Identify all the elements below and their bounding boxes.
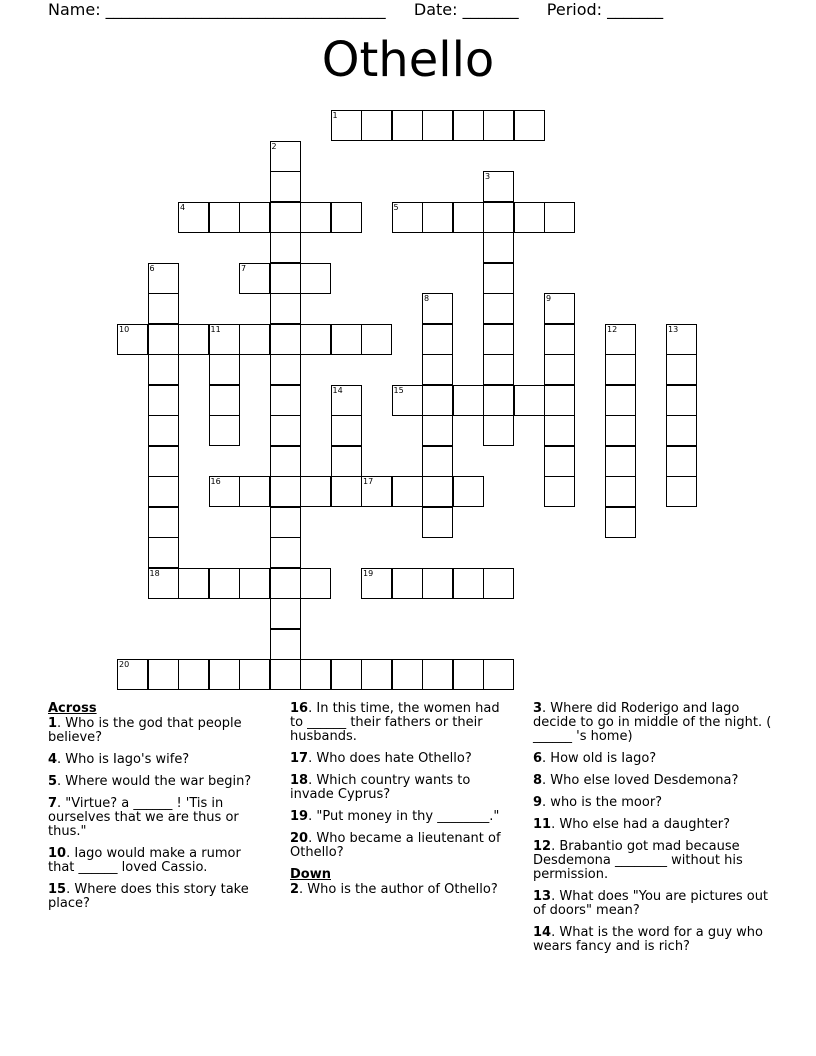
grid-cell[interactable] [331, 385, 362, 416]
grid-cell[interactable] [392, 659, 423, 690]
grid-cell[interactable] [239, 476, 270, 507]
grid-cell[interactable] [270, 354, 301, 385]
page-title: Othello [321, 32, 495, 88]
grid-cell[interactable] [331, 324, 362, 355]
grid-cell[interactable] [544, 385, 575, 416]
grid-cell[interactable] [605, 324, 636, 355]
clues-column-3 [533, 702, 773, 962]
clue-number: 4 [180, 202, 186, 212]
clue-number: 17 [363, 477, 374, 486]
grid-cell[interactable] [300, 476, 331, 507]
grid-cell[interactable] [148, 568, 179, 599]
clue-across-4: 4. Who is Iago's wife? [48, 752, 190, 767]
clue-number: 12 [607, 324, 618, 334]
clue-number: 9 [546, 294, 552, 303]
grid-cell[interactable] [422, 110, 453, 141]
grid-cell[interactable] [544, 415, 575, 446]
grid-cell[interactable] [270, 293, 301, 324]
grid-cell[interactable] [605, 476, 636, 507]
clue-number: 18 [149, 568, 160, 578]
grid-cell[interactable] [514, 110, 545, 141]
grid-cell[interactable] [605, 385, 636, 416]
clue-number: 3 [485, 172, 491, 181]
grid-cell[interactable] [300, 202, 331, 233]
clue-across-15: 15. Where does this story take place? [48, 882, 249, 911]
clue-number: 6 [149, 263, 155, 273]
grid-cell[interactable] [178, 202, 209, 233]
grid-cell[interactable] [270, 232, 301, 263]
grid-cell[interactable] [270, 202, 301, 233]
across-heading: Across [48, 701, 97, 716]
grid-cell[interactable] [483, 263, 514, 294]
grid-cell[interactable] [178, 568, 209, 599]
grid-cell[interactable] [270, 385, 301, 416]
clue-across-1: 1. Who is the god that people believe? [48, 716, 242, 745]
grid-cell[interactable] [148, 537, 179, 568]
grid-cell[interactable] [392, 202, 423, 233]
clue-number: 20 [119, 660, 130, 669]
clue-down-13: 13. What does "You are pictures out of doors" mean? [533, 889, 769, 918]
grid-cell[interactable] [239, 324, 270, 355]
grid-cell[interactable] [148, 263, 179, 294]
grid-cell[interactable] [483, 171, 514, 202]
grid-cell[interactable] [483, 110, 514, 141]
clue-number: 19 [363, 568, 374, 578]
grid-cell[interactable] [270, 659, 301, 690]
grid-cell[interactable] [148, 385, 179, 416]
grid-cell[interactable] [300, 263, 331, 294]
period-field: Period: _______ [546, 0, 664, 19]
grid-cell[interactable] [300, 568, 331, 599]
clue-across-16: 16. In this time, the women had to ______ their fathers or their husbands. [290, 701, 500, 744]
grid-cell[interactable] [544, 446, 575, 477]
grid-cell[interactable] [148, 354, 179, 385]
grid-cell[interactable] [209, 202, 240, 233]
grid-cell[interactable] [666, 415, 697, 446]
grid-cell[interactable] [483, 568, 514, 599]
grid-cell[interactable] [239, 202, 270, 233]
grid-cell[interactable] [270, 171, 301, 202]
grid-cell[interactable] [422, 385, 453, 416]
clue-across-5: 5. Where would the war begin? [48, 774, 252, 789]
grid-cell[interactable] [422, 324, 453, 355]
grid-cell[interactable] [209, 568, 240, 599]
grid-cell[interactable] [483, 324, 514, 355]
grid-cell[interactable] [483, 293, 514, 324]
clue-down-9: 9. who is the moor? [533, 795, 663, 810]
grid-cell[interactable] [422, 446, 453, 477]
clue-down-6: 6. How old is Iago? [533, 751, 657, 766]
clues-column-1 [48, 702, 266, 919]
grid-cell[interactable] [483, 354, 514, 385]
clue-number: 5 [393, 202, 399, 212]
grid-cell[interactable] [148, 659, 179, 690]
grid-cell[interactable] [422, 568, 453, 599]
grid-cell[interactable] [666, 446, 697, 477]
grid-cell[interactable] [666, 476, 697, 507]
grid-cell[interactable] [453, 110, 484, 141]
grid-cell[interactable] [331, 110, 362, 141]
grid-cell[interactable] [148, 293, 179, 324]
grid-cell[interactable] [453, 476, 484, 507]
date-field: Date: _______ [413, 0, 519, 19]
grid-cell[interactable] [392, 385, 423, 416]
clue-down-2: 2. Who is the author of Othello? [290, 882, 498, 897]
clue-down-11: 11. Who else had a daughter? [533, 817, 731, 832]
grid-cell[interactable] [117, 659, 148, 690]
grid-cell[interactable] [117, 324, 148, 355]
grid-cell[interactable] [209, 659, 240, 690]
grid-cell[interactable] [422, 415, 453, 446]
grid-cell[interactable] [148, 507, 179, 538]
grid-cell[interactable] [270, 141, 301, 172]
grid-cell[interactable] [209, 324, 240, 355]
grid-cell[interactable] [483, 659, 514, 690]
grid-cell[interactable] [483, 202, 514, 233]
grid-cell[interactable] [453, 568, 484, 599]
grid-cell[interactable] [148, 446, 179, 477]
grid-cell[interactable] [148, 324, 179, 355]
grid-cell[interactable] [544, 293, 575, 324]
grid-cell[interactable] [514, 385, 545, 416]
grid-cell[interactable] [178, 324, 209, 355]
clue-down-14: 14. What is the word for a guy who wears fancy and is rich? [533, 925, 763, 954]
grid-cell[interactable] [605, 354, 636, 385]
grid-cell[interactable] [270, 446, 301, 477]
clue-across-10: 10. Iago would make a rumor that ______ loved Cassio. [48, 846, 241, 875]
grid-cell[interactable] [422, 293, 453, 324]
grid-cell[interactable] [331, 476, 362, 507]
grid-cell[interactable] [666, 324, 697, 355]
grid-cell[interactable] [239, 263, 270, 294]
clue-number: 10 [119, 324, 130, 334]
grid-cell[interactable] [331, 415, 362, 446]
grid-cell[interactable] [361, 476, 392, 507]
grid-cell[interactable] [300, 659, 331, 690]
clues-column-2 [290, 702, 515, 905]
grid-cell[interactable] [270, 507, 301, 538]
clue-across-18: 18. Which country wants to invade Cyprus? [290, 773, 471, 802]
grid-cell[interactable] [544, 202, 575, 233]
grid-cell[interactable] [300, 324, 331, 355]
grid-cell[interactable] [605, 446, 636, 477]
grid-cell[interactable] [483, 385, 514, 416]
grid-cell[interactable] [453, 659, 484, 690]
grid-cell[interactable] [270, 415, 301, 446]
grid-cell[interactable] [270, 568, 301, 599]
clue-number: 1 [332, 111, 338, 120]
grid-cell[interactable] [331, 659, 362, 690]
clue-across-20: 20. Who became a lieutenant of Othello? [290, 831, 501, 860]
clue-number: 15 [393, 385, 404, 395]
grid-cell[interactable] [209, 415, 240, 446]
grid-cell[interactable] [666, 354, 697, 385]
grid-cell[interactable] [361, 110, 392, 141]
grid-cell[interactable] [148, 476, 179, 507]
clue-across-19: 19. "Put money in thy ________." [290, 809, 500, 824]
clue-down-12: 12. Brabantio got mad because Desdemona ________ without his permission. [533, 839, 743, 882]
grid-cell[interactable] [666, 385, 697, 416]
clue-number: 16 [210, 477, 221, 486]
grid-cell[interactable] [270, 629, 301, 660]
grid-cell[interactable] [453, 385, 484, 416]
name-field: Name: ___________________________________ [48, 0, 386, 19]
grid-cell[interactable] [453, 202, 484, 233]
clue-number: 14 [332, 385, 343, 395]
grid-cell[interactable] [331, 446, 362, 477]
grid-cell[interactable] [209, 385, 240, 416]
grid-cell[interactable] [544, 324, 575, 355]
grid-cell[interactable] [148, 415, 179, 446]
grid-cell[interactable] [270, 476, 301, 507]
grid-cell[interactable] [209, 476, 240, 507]
grid-cell[interactable] [483, 232, 514, 263]
clue-number: 7 [241, 263, 247, 273]
grid-cell[interactable] [361, 324, 392, 355]
clue-number: 8 [424, 294, 430, 303]
grid-cell[interactable] [422, 507, 453, 538]
grid-cell[interactable] [422, 202, 453, 233]
grid-cell[interactable] [392, 568, 423, 599]
grid-cell[interactable] [209, 354, 240, 385]
grid-cell[interactable] [605, 507, 636, 538]
grid-cell[interactable] [270, 263, 301, 294]
grid-cell[interactable] [239, 659, 270, 690]
grid-cell[interactable] [361, 568, 392, 599]
clue-number: 2 [271, 141, 277, 151]
grid-cell[interactable] [270, 537, 301, 568]
clue-across-17: 17. Who does hate Othello? [290, 751, 472, 766]
grid-cell[interactable] [392, 476, 423, 507]
grid-cell[interactable] [178, 659, 209, 690]
clue-down-3: 3. Where did Roderigo and Iago decide to go in middle of the night. ( ______ 's home) [533, 701, 772, 744]
grid-cell[interactable] [392, 110, 423, 141]
clue-across-7: 7. "Virtue? a ______ ! 'Tis in ourselves that we are thus or thus." [48, 796, 239, 839]
grid-cell[interactable] [483, 415, 514, 446]
grid-cell[interactable] [270, 324, 301, 355]
grid-cell[interactable] [422, 659, 453, 690]
clue-number: 11 [210, 324, 221, 334]
grid-cell[interactable] [422, 354, 453, 385]
grid-cell[interactable] [331, 202, 362, 233]
grid-cell[interactable] [605, 415, 636, 446]
grid-cell[interactable] [239, 568, 270, 599]
grid-cell[interactable] [514, 202, 545, 233]
clue-number: 13 [668, 324, 679, 334]
grid-cell[interactable] [270, 598, 301, 629]
down-heading: Down [290, 867, 331, 882]
grid-cell[interactable] [422, 476, 453, 507]
grid-cell[interactable] [361, 659, 392, 690]
clue-down-8: 8. Who else loved Desdemona? [533, 773, 739, 788]
grid-cell[interactable] [544, 476, 575, 507]
grid-cell[interactable] [544, 354, 575, 385]
